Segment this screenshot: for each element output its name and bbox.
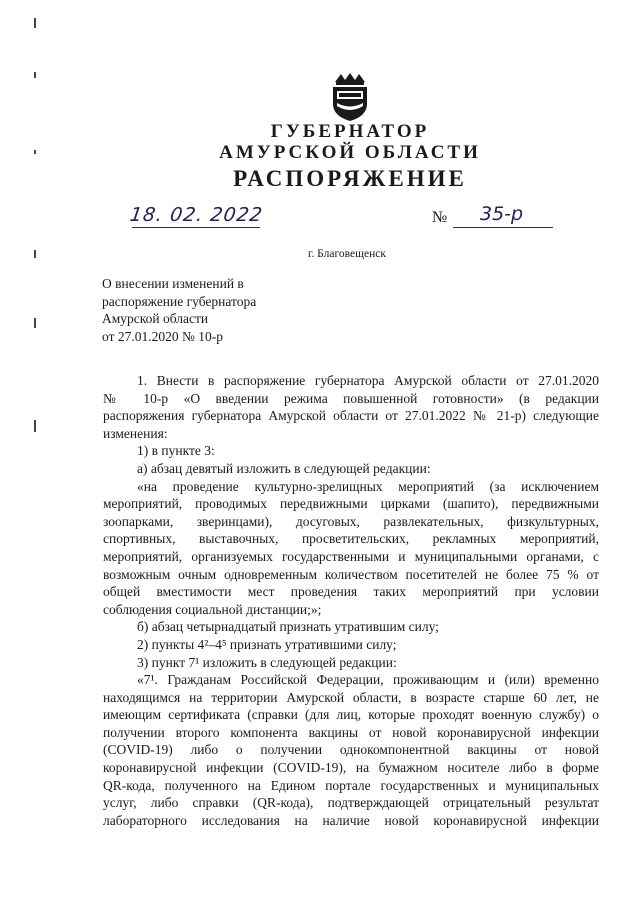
subject-line: от 27.01.2020 № 10-р [102,328,223,344]
body-line: имеющим сертификата (справки (для лиц, которые проходят военную службу) о [103,707,599,723]
header-title-region: АМУРСКОЙ ОБЛАСТИ [219,142,481,163]
body-line: 1. Внести в распоряжение губернатора Амурской области от 27.01.2020 [137,373,599,388]
margin-mark [34,72,36,78]
header-title-governor: ГУБЕРНАТОР [270,121,430,142]
margin-mark [34,318,36,328]
body-line: зоопарками, зверинцами), досуговых, развлекательных, физкультурных, [103,513,599,529]
document-subject [102,275,256,345]
margin-mark [34,18,36,28]
body-line: 2) пункты 4²–4⁵ признать утратившими силу; [137,636,397,652]
body-line: распоряжения губернатора Амурской области от 27.01.2022 № 21-р) следующие [103,408,599,424]
body-line: мероприятий, проводимых передвижными цирками (шапито), передвижными [103,496,599,512]
body-line: лабораторного исследования на наличие новой коронавирусной инфекции [103,812,599,828]
body-line: изменения: [103,425,168,441]
body-line: мероприятий, организуемых государственными и муниципальными органами, с [103,548,599,564]
body-line: возможным очным одновременным количеством посетителей не более 75 % от [103,566,599,582]
subject-line: Амурской области [102,311,209,326]
subject-line: распоряжение губернатора [102,293,257,309]
body-line: спортивных, выставочных, просветительских, рекламных мероприятий, [103,531,599,547]
body-line: (COVID-19) либо о получении однокомпонентной вакцины от новой [103,742,599,758]
document-date: 18. 02. 2022 [128,204,265,226]
body-line: соблюдения социальной дистанции;»; [103,601,322,617]
body-line: б) абзац четырнадцатый признать утратившим силу; [137,619,439,635]
body-line: а) абзац девятый изложить в следующей редакции: [137,460,431,476]
body-line: коронавирусной инфекции (COVID-19), на бумажном носителе либо в форме [103,760,599,776]
body-line: «на проведение культурно-зрелищных мероприятий (за исключением [137,478,599,494]
number-label: № [432,209,448,226]
date-underline [132,227,260,228]
body-line: общей вместимости мест проведения таких мероприятий при условии [103,584,599,600]
header-title-order: РАСПОРЯЖЕНИЕ [233,166,467,191]
body-line: услуг, либо справки (QR-кода), подтверждающей отрицательный результат [103,795,599,811]
body-line: 1) в пункте 3: [137,443,215,459]
body-line: 3) пункт 7¹ изложить в следующей редакции: [137,654,397,670]
document-number: 35-р [480,203,524,225]
margin-mark [34,420,36,432]
number-underline [453,227,553,228]
body-line: получении второго компонента вакцины от новой коронавирусной инфекции [103,724,599,740]
body-line: «7¹. Гражданам Российской Федерации, проживающим и (или) временно [137,672,599,688]
body-line: № 10-р «О введении режима повышенной готовности» (в редакции [103,390,599,406]
body-line: находящимся на территории Амурской области, в возрасте старше 60 лет, не [103,689,599,705]
city-name: г. Благовещенск [308,248,386,260]
coat-of-arms-icon [327,72,373,122]
margin-mark [34,250,36,258]
document-body [103,372,599,829]
body-line: QR-кода, полученного на Едином портале государственных и муниципальных [103,777,599,793]
subject-line: О внесении изменений в [102,276,244,291]
